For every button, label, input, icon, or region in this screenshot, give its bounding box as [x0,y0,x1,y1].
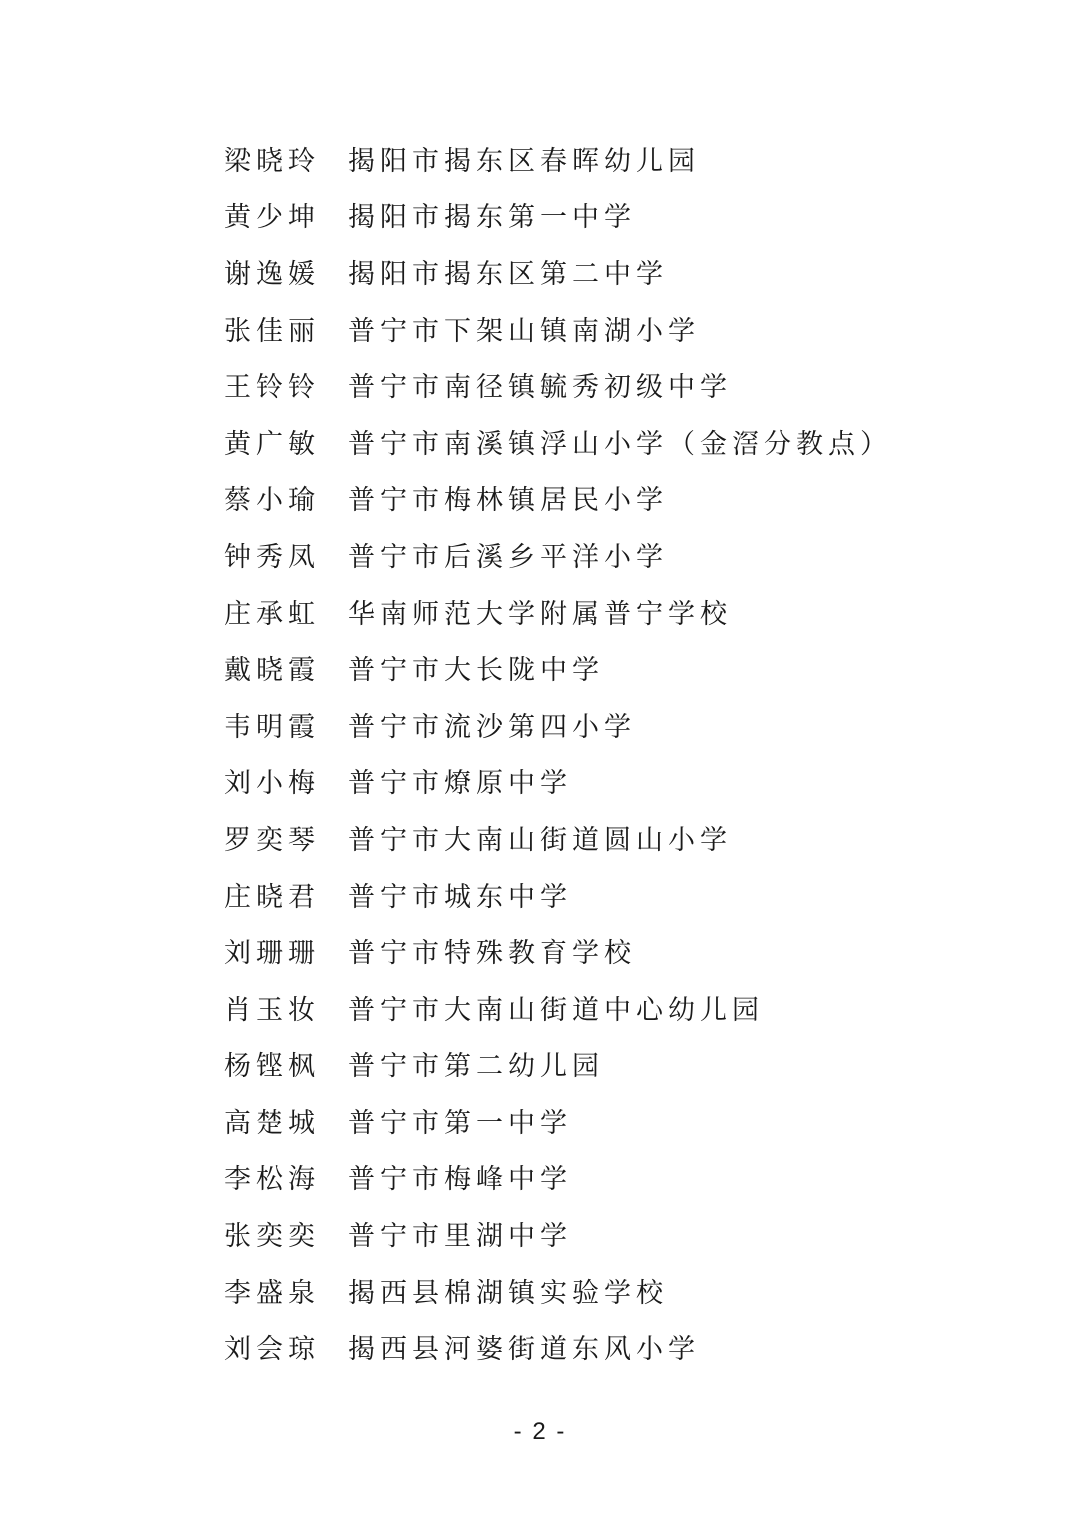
person-name: 肖玉妆 [224,994,320,1026]
organization-name: 普宁市第二幼儿园 [348,1051,604,1083]
list-item [224,356,1004,413]
person-name: 刘珊珊 [224,938,320,970]
organization-name: 普宁市第一中学 [348,1107,572,1139]
list-item [224,1149,1004,1206]
list-item [224,1205,1004,1262]
person-name: 黄广敏 [224,428,320,460]
person-name: 梁晓玲 [224,145,320,177]
person-name: 杨铿枫 [224,1051,320,1083]
person-name: 李盛泉 [224,1277,320,1309]
person-name: 罗奕琴 [224,824,320,856]
person-name: 李松海 [224,1164,320,1196]
list-item [224,753,1004,810]
person-name: 黄少坤 [224,202,320,234]
person-name: 张佳丽 [224,315,320,347]
organization-name: 华南师范大学附属普宁学校 [348,598,732,630]
person-name: 张奕奕 [224,1221,320,1253]
list-item [224,696,1004,753]
organization-name: 普宁市南溪镇浮山小学（金滘分教点） [348,428,892,460]
list-item [224,526,1004,583]
organization-name: 揭阳市揭东区第二中学 [348,258,668,290]
organization-name: 普宁市梅峰中学 [348,1164,572,1196]
person-name: 庄晓君 [224,881,320,913]
list-item [224,866,1004,923]
organization-name: 普宁市梅林镇居民小学 [348,485,668,517]
name-list [224,130,1004,1375]
person-name: 蔡小瑜 [224,485,320,517]
list-item [224,243,1004,300]
organization-name: 普宁市大长陇中学 [348,655,604,687]
list-item [224,1092,1004,1149]
person-name: 庄承虹 [224,598,320,630]
list-item [224,1318,1004,1375]
organization-name: 普宁市南径镇毓秀初级中学 [348,372,732,404]
organization-name: 普宁市城东中学 [348,881,572,913]
organization-name: 普宁市大南山街道圆山小学 [348,824,732,856]
organization-name: 普宁市流沙第四小学 [348,711,636,743]
list-item [224,1262,1004,1319]
person-name: 王铃铃 [224,372,320,404]
page-number: - 2 - [513,1418,567,1445]
list-item [224,300,1004,357]
organization-name: 揭西县河婆街道东风小学 [348,1334,700,1366]
organization-name: 普宁市下架山镇南湖小学 [348,315,700,347]
list-item [224,809,1004,866]
organization-name: 揭阳市揭东区春晖幼儿园 [348,145,700,177]
list-item [224,1036,1004,1093]
list-item [224,413,1004,470]
person-name: 钟秀凤 [224,541,320,573]
person-name: 刘小梅 [224,768,320,800]
person-name: 高楚城 [224,1107,320,1139]
list-item [224,187,1004,244]
organization-name: 揭阳市揭东第一中学 [348,202,636,234]
person-name: 韦明霞 [224,711,320,743]
list-item [224,979,1004,1036]
organization-name: 普宁市燎原中学 [348,768,572,800]
person-name: 戴晓霞 [224,655,320,687]
list-item [224,639,1004,696]
list-item [224,130,1004,187]
organization-name: 普宁市后溪乡平洋小学 [348,541,668,573]
organization-name: 普宁市大南山街道中心幼儿园 [348,994,764,1026]
person-name: 谢逸媛 [224,258,320,290]
organization-name: 普宁市里湖中学 [348,1221,572,1253]
list-item [224,583,1004,640]
organization-name: 揭西县棉湖镇实验学校 [348,1277,668,1309]
person-name: 刘会琼 [224,1334,320,1366]
list-item [224,470,1004,527]
organization-name: 普宁市特殊教育学校 [348,938,636,970]
list-item [224,922,1004,979]
